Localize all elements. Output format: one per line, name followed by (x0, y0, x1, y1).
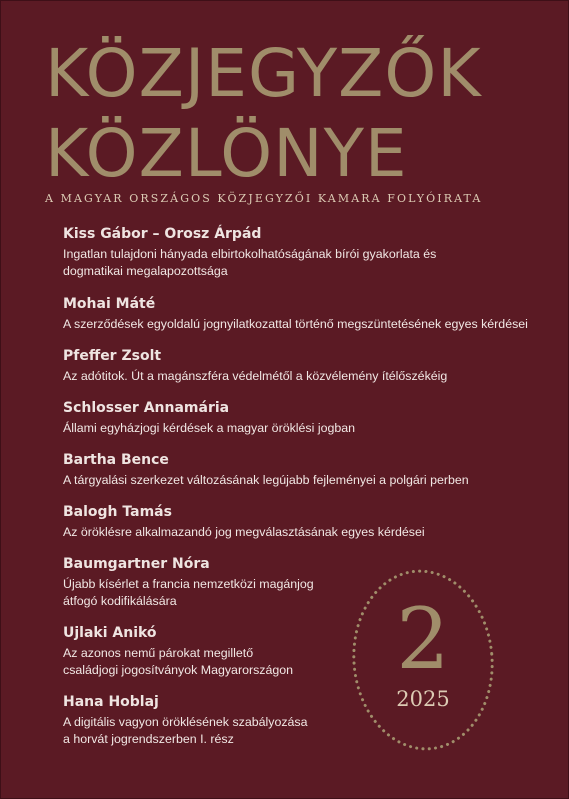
article-author: Mohai Máté (63, 296, 156, 312)
article-author: Balogh Tamás (63, 504, 172, 520)
issue-number: 2 (396, 590, 450, 688)
article-entry (63, 296, 543, 333)
article-author: Hana Hoblaj (63, 694, 159, 710)
article-entry (63, 504, 543, 541)
journal-title-line2: KÖZLÖNYE (45, 115, 408, 192)
article-author: Baumgartner Nóra (63, 556, 210, 572)
article-title-line: dogmatikai megalapozottsága (63, 264, 228, 278)
article-title-line: Állami egyházjogi kérdések a magyar öröklési jogban (63, 421, 356, 435)
article-entry (63, 400, 543, 437)
article-title-line: Az azonos nemű párokat megillető (63, 646, 254, 660)
article-author: Ujlaki Anikó (63, 625, 157, 641)
article-author: Bartha Bence (63, 452, 169, 468)
article-entry (63, 452, 543, 489)
article-title-line: családjogi jogosítványok Magyarországon (63, 663, 294, 677)
article-title-line: A tárgyalási szerkezet változásának legújabb fejleményei a polgári perben (63, 473, 469, 487)
article-title-line: átfogó kodifikálására (63, 594, 177, 608)
article-title-line: a horvát jogrendszerben I. rész (63, 732, 234, 746)
article-author: Pfeffer Zsolt (63, 348, 162, 364)
journal-title-line1: KÖZJEGYZŐK (45, 35, 482, 112)
article-title-line: Az adótitok. Út a magánszféra védelmétől a közvélemény ítélőszékéig (63, 369, 448, 383)
article-author: Schlosser Annamária (63, 400, 230, 416)
article-title-line: A szerződések egyoldalú jognyilatkozattal történő megszüntetésének egyes kérdései (63, 317, 528, 331)
issue-year: 2025 (396, 687, 450, 711)
article-title-line: Ingatlan tulajdoni hányada elbirtokolhatóságának bírói gyakorlata és (63, 247, 437, 261)
article-entry (63, 348, 543, 385)
article-title-line: A digitális vagyon öröklésének szabályozása (63, 715, 308, 729)
article-title-line: Újabb kísérlet a francia nemzetközi magánjog (63, 577, 314, 591)
article-entry (63, 226, 543, 280)
article-author: Kiss Gábor – Orosz Árpád (63, 226, 262, 242)
article-title-line: Az öröklésre alkalmazandó jog megválasztásának egyes kérdései (63, 525, 425, 539)
journal-subtitle: A MAGYAR ORSZÁGOS KÖZJEGYZŐI KAMARA FOLYÓIRATA (45, 192, 483, 205)
